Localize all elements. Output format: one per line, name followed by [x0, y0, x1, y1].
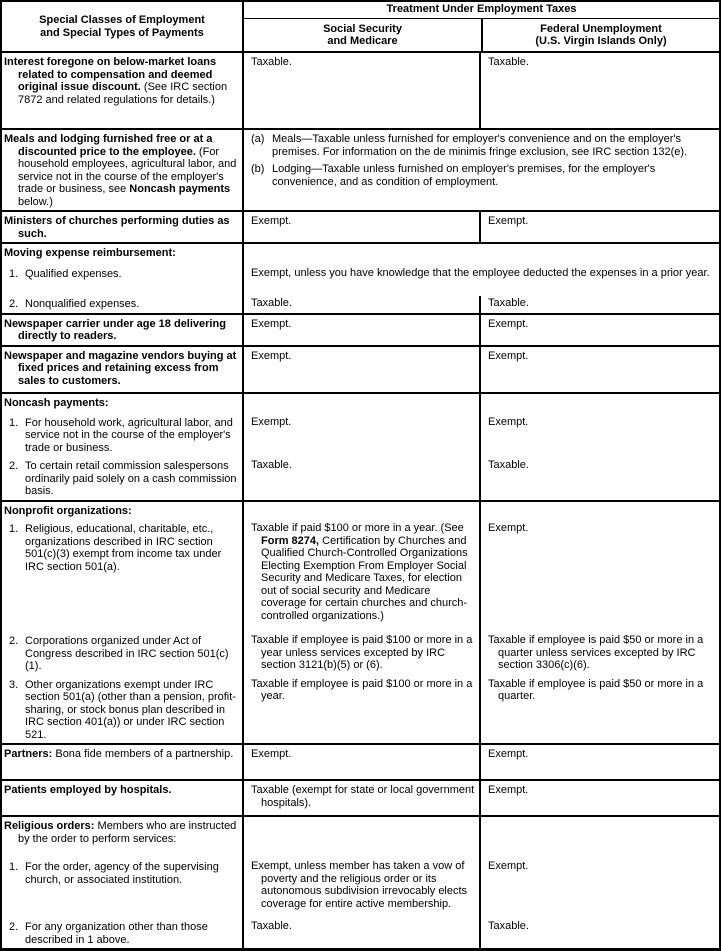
cell-federal-unemployment: Exempt. [479, 781, 719, 815]
row-meals-lodging [2, 128, 719, 210]
lodging-item-b: (b) Lodging—Taxable unless furnished on employer's premises, for the employer's convenience, and as condition of employment. [251, 163, 656, 188]
row-label: Partners: Bona fide members of a partnership. [4, 748, 234, 760]
cell-federal-unemployment: Exempt. [479, 519, 719, 631]
row-newspaper-carrier [2, 313, 719, 345]
cell-federal-unemployment: Exempt. [479, 857, 719, 917]
list-item: 2. Nonqualified expenses. [9, 298, 140, 310]
cell-federal-unemployment: Taxable if employee is paid $50 or more in a quarter unless services excepted by IRC section 3306(c)(6). [479, 631, 719, 675]
row-label: Ministers of churches performing duties as such. [4, 215, 230, 240]
cell-federal-unemployment: Taxable. [479, 53, 719, 128]
row-moving-expense [2, 242, 719, 313]
group-header: Nonprofit organizations: [4, 504, 132, 517]
row-religious-orders [2, 815, 719, 948]
cell-social-security: Taxable if paid $100 or more in a year. (See Form 8274, Certification by Churches and Qualified Church-Controlled Organizations Electing Exemption From Employer Social Security and Medicare Taxes, for election out of social security and Medicare coverage for certain churches and church-controlled organizations.) [242, 519, 479, 631]
cell-social-security: Exempt. [242, 413, 479, 457]
cell-empty [479, 502, 719, 520]
cell-empty [479, 394, 719, 413]
cell-social-security: Taxable if employee is paid $100 or more in a year. [242, 675, 479, 744]
cell-social-security: Exempt. [242, 347, 479, 392]
header-federal-unemployment [481, 19, 719, 51]
row-partners [2, 743, 719, 779]
cell-social-security: Exempt. [242, 745, 479, 779]
table-header [2, 2, 719, 51]
cell-social-security: Taxable (exempt for state or local government hospitals). [242, 781, 479, 815]
list-item: 2. To certain retail commission salespersons ordinarily paid solely on a cash commission basis. [9, 460, 237, 497]
cell-empty [479, 817, 719, 857]
row-ministers [2, 210, 719, 242]
cell-span-both-columns: Exempt, unless you have knowledge that the employee deducted the expenses in a prior year. [242, 264, 719, 296]
row-label: Newspaper carrier under age 18 delivering directly to readers. [4, 317, 226, 342]
row-interest-foregone [2, 51, 719, 128]
header-social-security-medicare [244, 19, 481, 51]
cell-social-security: Taxable. [242, 296, 479, 313]
cell-social-security: Exempt. [242, 315, 479, 345]
cell-federal-unemployment: Taxable. [479, 456, 719, 500]
header-special-classes-line2: and Special Types of Payments [40, 26, 204, 39]
header-treatment-group [242, 2, 719, 51]
header-fed-line2: (U.S. Virgin Islands Only) [535, 35, 667, 47]
cell-empty [242, 817, 479, 857]
row-label: Patients employed by hospitals. [4, 784, 172, 796]
row-patients-hospitals [2, 779, 719, 815]
group-header: Religious orders: Members who are instructed by the order to perform services: [4, 820, 237, 845]
row-label: Newspaper and magazine vendors buying at fixed prices and retaining excess from sales to customers. [4, 349, 237, 387]
cell-social-security: Taxable. [242, 456, 479, 500]
list-item: 1. Religious, educational, charitable, etc., organizations described in IRC section 501(c)(3) exempt from income tax under IRC section 501(a). [9, 523, 222, 573]
header-special-classes-line1: Special Classes of Employment [39, 14, 205, 26]
cell-federal-unemployment: Exempt. [479, 212, 719, 242]
cell-social-security: Taxable. [242, 917, 479, 948]
cell-empty [242, 244, 719, 264]
cell-social-security: Taxable if employee is paid $100 or more in a year unless services excepted by IRC section 3121(b)(5) or (6). [242, 631, 479, 675]
group-header: Noncash payments: [4, 396, 109, 409]
list-item: 1. Qualified expenses. [9, 268, 122, 280]
list-item: 1. For household work, agricultural labor, and service not in the course of the employer's trade or business. [9, 416, 233, 454]
cell-empty [242, 394, 479, 413]
header-ss-line1: Social Security [323, 22, 402, 35]
meals-item-a: (a) Meals—Taxable unless furnished for employer's convenience and on the employer's premises. For information on the de minimis fringe exclusion, see IRC section 132(e). [251, 133, 688, 158]
cell-federal-unemployment: Exempt. [479, 315, 719, 345]
list-item: 1. For the order, agency of the supervising church, or associated institution. [9, 861, 219, 886]
header-fed-line1: Federal Unemployment [540, 22, 662, 35]
row-label: Interest foregone on below-market loans related to compensation and deemed original issue discount. (See IRC section 7872 and related regulations for details.) [4, 56, 228, 106]
cell-span-both-columns [242, 130, 719, 210]
cell-federal-unemployment: Exempt. [479, 413, 719, 457]
list-item: 2. Corporations organized under Act of Congress described in IRC section 501(c)(1). [9, 635, 229, 672]
header-special-classes [2, 2, 242, 51]
header-ss-line2: and Medicare [327, 35, 398, 47]
cell-federal-unemployment: Exempt. [479, 745, 719, 779]
cell-social-security: Exempt. [242, 212, 479, 242]
cell-federal-unemployment: Exempt. [479, 347, 719, 392]
cell-empty [242, 502, 479, 520]
list-item: 2. For any organization other than those described in 1 above. [9, 921, 208, 946]
header-treatment-title: Treatment Under Employment Taxes [244, 2, 719, 19]
cell-social-security: Exempt, unless member has taken a vow of poverty and the religious order or its autonomous subdivision irrevocably elects coverage for entire active membership. [242, 857, 479, 917]
row-newspaper-vendors [2, 345, 719, 392]
list-item: 3. Other organizations exempt under IRC section 501(a) (other than a pension, profit-sharing, or stock bonus plan described in IRC section 401(a)) or under IRC section 521. [9, 678, 236, 741]
cell-federal-unemployment: Taxable. [479, 296, 719, 313]
row-label: Meals and lodging furnished free or at a discounted price to the employee. (For household employees, agricultural labor, and service not in the course of the employer's trade or business, see Noncash payments below.) [4, 133, 237, 208]
row-noncash-payments [2, 392, 719, 500]
group-header: Moving expense reimbursement: [4, 247, 176, 259]
cell-social-security: Taxable. [242, 53, 479, 128]
row-nonprofit-organizations [2, 500, 719, 744]
cell-federal-unemployment: Taxable if employee is paid $50 or more in a quarter. [479, 675, 719, 744]
cell-federal-unemployment: Taxable. [479, 917, 719, 948]
